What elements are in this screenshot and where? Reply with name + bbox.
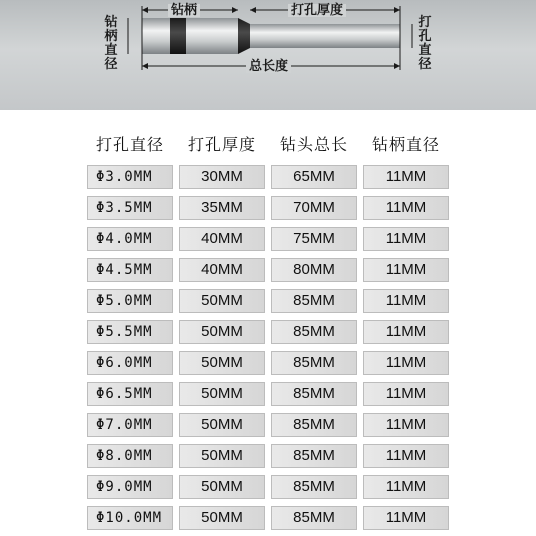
table-cell [84,441,176,472]
hole-diameter-value: Φ4.5MM [87,258,173,282]
table-cell [176,224,268,255]
shank-diameter-value: 11MM [363,506,449,530]
total-length-value: 85MM [271,289,357,313]
shank-diameter-value: 11MM [363,382,449,406]
table-cell [268,472,360,503]
table-cell [84,410,176,441]
table-cell [360,317,452,348]
shank-taper [238,18,250,54]
header-shank-diameter: 钻柄直径 [371,134,440,154]
table-cell [176,410,268,441]
table-cell [176,441,268,472]
total-length-value: 75MM [271,227,357,251]
total-length-value: 85MM [271,382,357,406]
table-header-row [84,124,452,162]
shank-band [170,18,186,54]
hole-diameter-value: Φ4.0MM [87,227,173,251]
drill-tube [250,24,400,48]
shank-diameter-value: 11MM [363,289,449,313]
table-cell [268,162,360,193]
table-cell [268,503,360,534]
header-thickness: 打孔厚度 [187,134,256,154]
header-hole-diameter: 打孔直径 [95,134,164,154]
total-length-value: 85MM [271,320,357,344]
total-length-value: 85MM [271,444,357,468]
table-row [84,286,452,317]
hole-diameter-value: Φ3.5MM [87,196,173,220]
hole-diameter-label: 打孔直径 [418,15,432,72]
table-row [84,255,452,286]
shank-diameter-value: 11MM [363,444,449,468]
table-row [84,379,452,410]
hole-diameter-value: Φ6.0MM [87,351,173,375]
table-cell [176,162,268,193]
hole-diameter-value: Φ8.0MM [87,444,173,468]
table-row [84,441,452,472]
thickness-value: 50MM [179,506,265,530]
table-row [84,162,452,193]
table-cell [84,193,176,224]
hole-diameter-value: Φ6.5MM [87,382,173,406]
table-cell [360,255,452,286]
table-cell [176,193,268,224]
drill-diagram [0,0,536,110]
table-cell [84,224,176,255]
drill-illustration [0,0,536,110]
hole-diameter-value: Φ10.0MM [87,506,173,530]
total-length-value: 85MM [271,475,357,499]
shank-diameter-value: 11MM [363,196,449,220]
table-cell [268,410,360,441]
total-length-label: 总长度 [246,60,291,73]
thickness-label: 打孔厚度 [288,4,346,17]
shank-diameter-value: 11MM [363,258,449,282]
table-cell [268,255,360,286]
thickness-value: 50MM [179,382,265,406]
total-length-value: 80MM [271,258,357,282]
table-body [84,162,452,534]
total-length-value: 85MM [271,351,357,375]
total-length-value: 85MM [271,506,357,530]
table-cell [84,472,176,503]
spec-table [84,124,452,534]
thickness-value: 50MM [179,320,265,344]
table-cell [84,503,176,534]
table-cell [360,503,452,534]
table-row [84,317,452,348]
table-cell [360,224,452,255]
table-cell [176,379,268,410]
shank-diameter-value: 11MM [363,165,449,189]
table-row [84,224,452,255]
table-cell [176,255,268,286]
table-cell [84,348,176,379]
table-cell [176,317,268,348]
table-cell [268,348,360,379]
table-cell [360,193,452,224]
thickness-value: 50MM [179,289,265,313]
header-total-length: 钻头总长 [279,134,348,154]
thickness-value: 40MM [179,227,265,251]
table-cell [268,379,360,410]
table-cell [360,348,452,379]
table-cell [84,379,176,410]
table-cell [84,162,176,193]
table-cell [268,224,360,255]
thickness-value: 30MM [179,165,265,189]
total-length-value: 65MM [271,165,357,189]
drill-shank [142,18,238,54]
table-cell [84,286,176,317]
hole-diameter-value: Φ7.0MM [87,413,173,437]
shank-diameter-value: 11MM [363,351,449,375]
table-cell [176,286,268,317]
table-cell [268,193,360,224]
table-row [84,410,452,441]
shank-diameter-value: 11MM [363,320,449,344]
shank-diameter-value: 11MM [363,475,449,499]
table-cell [360,286,452,317]
shank-diameter-value: 11MM [363,413,449,437]
table-cell [268,441,360,472]
thickness-value: 40MM [179,258,265,282]
table-cell [360,441,452,472]
table-cell [176,503,268,534]
hole-diameter-value: Φ5.0MM [87,289,173,313]
table-cell [176,472,268,503]
total-length-value: 70MM [271,196,357,220]
thickness-value: 50MM [179,475,265,499]
shank-label: 钻柄 [168,4,200,17]
hole-diameter-value: Φ9.0MM [87,475,173,499]
table-cell [268,286,360,317]
table-cell [84,255,176,286]
table-cell [176,348,268,379]
table-cell [360,162,452,193]
thickness-value: 50MM [179,351,265,375]
shank-diameter-label: 钻柄直径 [104,15,118,72]
shank-diameter-value: 11MM [363,227,449,251]
table-cell [360,472,452,503]
table-row [84,348,452,379]
table-cell [84,317,176,348]
thickness-value: 35MM [179,196,265,220]
table-cell [360,379,452,410]
total-length-value: 85MM [271,413,357,437]
thickness-value: 50MM [179,413,265,437]
thickness-value: 50MM [179,444,265,468]
table-row [84,472,452,503]
table-row [84,193,452,224]
table-row [84,503,452,534]
table-cell [360,410,452,441]
table-cell [268,317,360,348]
hole-diameter-value: Φ3.0MM [87,165,173,189]
hole-diameter-value: Φ5.5MM [87,320,173,344]
